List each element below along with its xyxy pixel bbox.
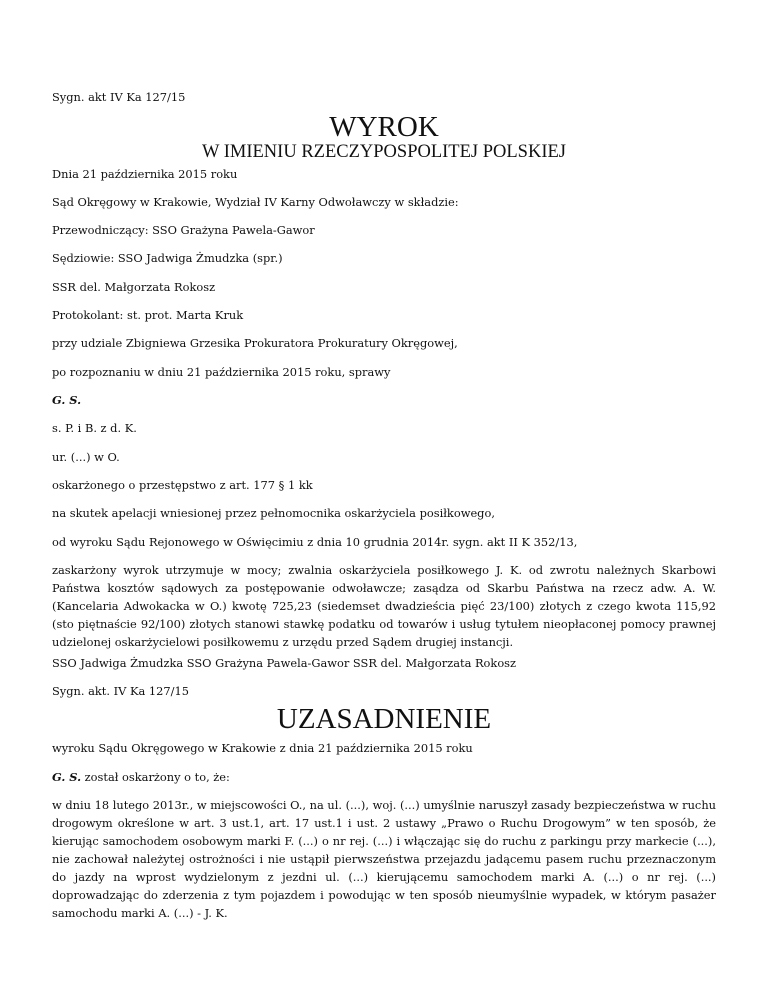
case-signature-justification: Sygn. akt. IV Ka 127/15 [52,684,189,698]
decision-paragraph: zaskarżony wyrok utrzymuje w mocy; zwalnia oskarżyciela posiłkowego J. K. od zwrotu należnych Skarbowi Państwa kosztów sądowych za postępowanie odwoławcze; zasądza od Skarbu Państwa na rzecz adw. A. W. (Kancelaria Adwokacka w O.) kwotę 725,23 (siedemset dwadzieścia pięć 23/100) złotych z czego kwota 115,92 (sto piętnaście 92/100) złotych stanowi stawkę podatku od towarów i usług tytułem nieopłaconej pomocy prawnej udzielonej oskarżycielowi posiłkowemu z urzędu przed Sądem drugiej instancji. [52,563,716,649]
charge-line: oskarżonego o przestępstwo z art. 177 § 1 kk [52,478,313,492]
justification-title: UZASADNIENIE [276,703,492,735]
case-signature-top: Sygn. akt IV Ka 127/15 [52,90,186,104]
charged-line [52,768,716,786]
court-clerk: Protokolant: st. prot. Marta Kruk [52,308,244,322]
judge-signatures: SSO Jadwiga Żmudzka SSO Grażyna Pawela-Gawor SSR del. Małgorzata Rokosz [52,656,517,670]
court-composition: Sąd Okręgowy w Krakowie, Wydział IV Karny Odwoławczy w składzie: [52,195,459,209]
chair-judge: Przewodniczący: SSO Grażyna Pawela-Gawor [52,223,315,237]
verdict-title: WYROK [329,111,439,143]
lower-court-line: od wyroku Sądu Rejonowego w Oświęcimiu z dnia 10 grudnia 2014r. sygn. akt II K 352/13, [52,535,578,549]
judges: Sędziowie: SSO Jadwiga Żmudzka (spr.) [52,251,283,265]
defendant-birth: ur. (...) w O. [52,450,120,464]
verdict-subtitle: W IMIENIU RZECZYPOSPOLITEJ POLSKIEJ [201,142,566,162]
appeal-line: na skutek apelacji wniesionej przez pełnomocnika oskarżyciela posiłkowego, [52,506,495,520]
judge-second: SSR del. Małgorzata Rokosz [52,280,216,294]
justification-defendant: G. S. [52,770,82,784]
prosecutor: przy udziale Zbigniewa Grzesika Prokuratora Prokuratury Okręgowej, [52,336,458,350]
charged-text: został oskarżony o to, że: [84,770,230,784]
facts-paragraph: w dniu 18 lutego 2013r., w miejscowości O., na ul. (...), woj. (...) umyślnie naruszył zasady bezpieczeństwa w ruchu drogowym określone w art. 3 ust.1, art. 17 ust.1 i ust. 2 ustawy „Prawo o Ruchu Drogowym” w ten sposób, że kierując samochodem osobowym marki F. (...) o nr rej. (...) i włączając się do ruchu z parkingu przy markecie (...), nie zachował należytej ostrożności i nie ustąpił pierwszeństwa przejazdu jadącemu pasem ruchu przeznaczonym do jazdy na wprost wydzielonym z jezdni ul. (...) kierującemu samochodem marki A. (...) o nr rej. (...) doprowadzając do zderzenia z tym pojazdem i powodując w ten sposób nieumyślnie wypadek, w którym pasażer samochodu marki A. (...) - J. K. [52,798,716,920]
defendant-name: G. S. [52,393,82,407]
verdict-date: Dnia 21 października 2015 roku [52,167,238,181]
justification-subtitle: wyroku Sądu Okręgowego w Krakowie z dnia 21 października 2015 roku [52,741,473,755]
defendant-parents: s. P. i B. z d. K. [52,421,137,435]
hearing-line: po rozpoznaniu w dniu 21 października 2015 roku, sprawy [52,365,391,379]
